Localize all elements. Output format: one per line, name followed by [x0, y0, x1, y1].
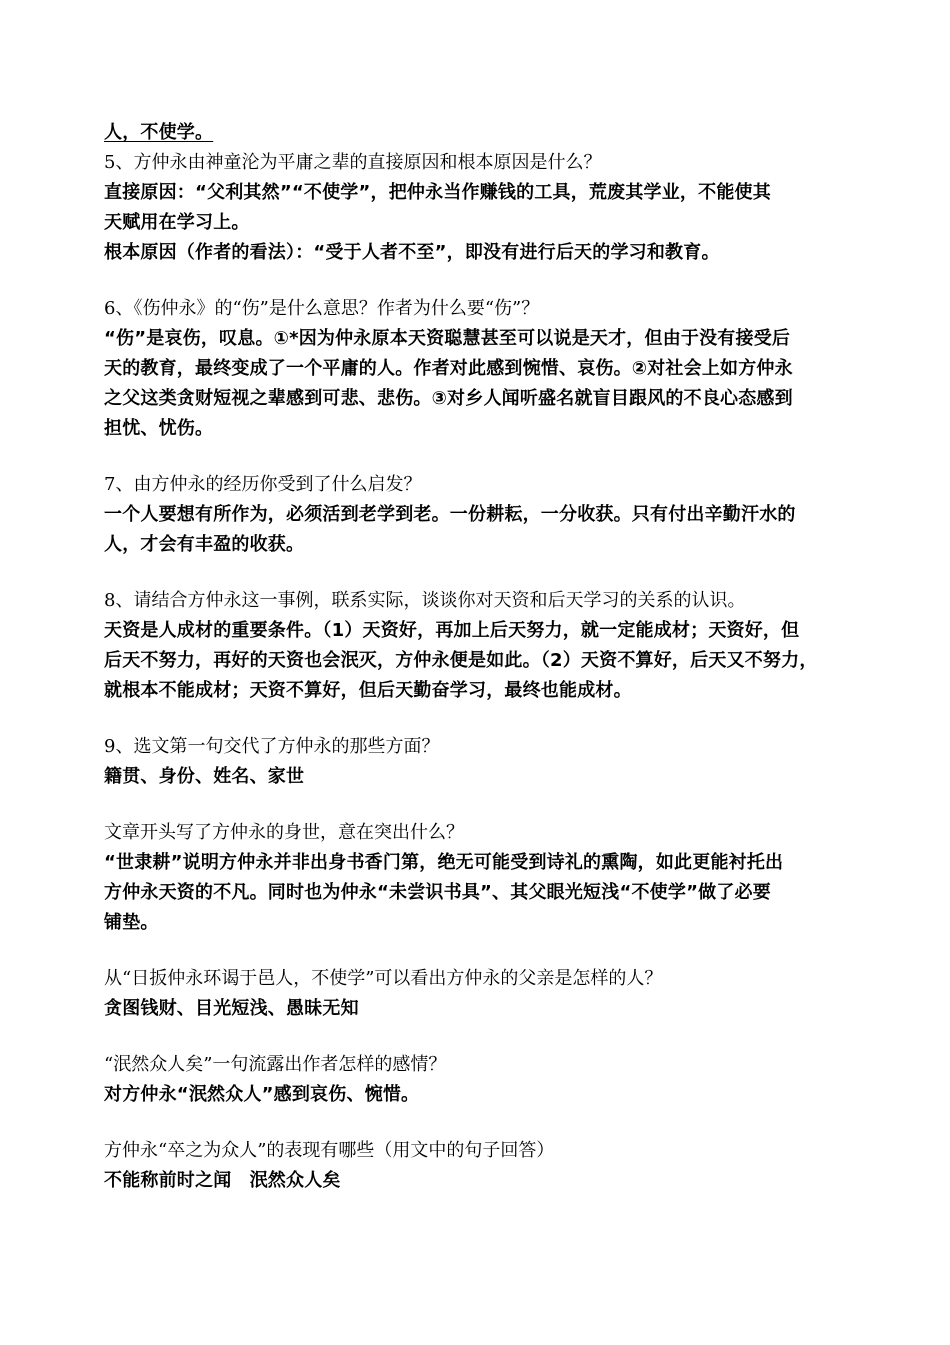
answer-8 — [104, 616, 864, 706]
answer-line: 根本原因（作者的看法）：“受于人者不至”，即没有进行后天的学习和教育。 — [104, 242, 720, 263]
answer-line: 贪图钱财、目光短浅、愚昧无知 — [104, 998, 359, 1019]
answer-line: 铺垫。 — [104, 912, 159, 933]
question-11: 从“日扳仲永环谒于邑人，不使学”可以看出方仲永的父亲是怎样的人？ — [104, 968, 663, 989]
answer-line: 籍贯、身份、姓名、家世 — [104, 766, 305, 787]
document-page — [104, 118, 864, 1196]
question-8: 8、请结合方仲永这一事例，联系实际，谈谈你对天资和后天学习的关系的认识。 — [104, 590, 746, 611]
answer-10 — [104, 848, 864, 938]
answer-line: 一个人要想有所作为，必须活到老学到老。一份耕耘，一分收获。只有付出辛勤汗水的 — [104, 504, 796, 525]
answer-7 — [104, 500, 864, 560]
answer-line: “伤”是哀伤，叹息。①*因为仲永原本天资聪慧甚至可以说是天才，但由于没有接受后 — [104, 328, 791, 349]
answer-line: 天赋用在学习上。 — [104, 212, 250, 233]
answer-line: 天的教育，最终变成了一个平庸的人。作者对此感到惋惜、哀伤。②对社会上如方仲永 — [104, 358, 793, 379]
question-10: 文章开头写了方仲永的身世，意在突出什么？ — [104, 822, 464, 843]
answer-line: 就根本不能成材；天资不算好，但后天勤奋学习，最终也能成材。 — [104, 680, 632, 701]
answer-5 — [104, 178, 864, 268]
answer-line: 担忧、忧伤。 — [104, 418, 214, 439]
answer-line: 之父这类贪财短视之辈感到可悲、悲伤。③对乡人闻听盛名就盲目跟风的不良心态感到 — [104, 388, 793, 409]
answer-6 — [104, 324, 864, 444]
question-6: 6、《伤仲永》的“伤”是什么意思？作者为什么要“伤”？ — [104, 298, 540, 319]
question-7: 7、由方仲永的经历你受到了什么启发？ — [104, 474, 422, 495]
answer-line: 不能称前时之闻 泯然众人矣 — [104, 1170, 341, 1191]
answer-line: 后天不努力，再好的天资也会泯灭，方仲永便是如此。（2）天资不算好，后天又不努力， — [104, 650, 818, 671]
question-5: 5、方仲永由神童沦为平庸之辈的直接原因和根本原因是什么？ — [104, 152, 602, 173]
answer-line: 天资是人成材的重要条件。（1）天资好，再加上后天努力，就一定能成材；天资好，但 — [104, 620, 800, 641]
answer-11 — [104, 994, 864, 1024]
answer-line: “世隶耕”说明方仲永并非出身书香门第，绝无可能受到诗礼的熏陶，如此更能衬托出 — [104, 852, 784, 873]
question-13: 方仲永“卒之为众人”的表现有哪些（用文中的句子回答） — [104, 1140, 555, 1161]
answer-13 — [104, 1166, 864, 1196]
question-12: “泯然众人矣”一句流露出作者怎样的感情？ — [104, 1054, 447, 1075]
answer-line: 直接原因：“父利其然”“不使学”，把仲永当作赚钱的工具，荒废其学业，不能使其 — [104, 182, 771, 203]
answer-12 — [104, 1080, 864, 1110]
answer-line: 方仲永天资的不凡。同时也为仲永“未尝识书具”、其父眼光短浅“不使学”做了必要 — [104, 882, 771, 903]
top-fragment: 人，不使学。 — [104, 122, 214, 143]
answer-line: 人，才会有丰盈的收获。 — [104, 534, 305, 555]
answer-9 — [104, 762, 864, 792]
answer-line: 对方仲永“泯然众人”感到哀伤、惋惜。 — [104, 1084, 420, 1105]
question-9: 9、选文第一句交代了方仲永的那些方面？ — [104, 736, 440, 757]
